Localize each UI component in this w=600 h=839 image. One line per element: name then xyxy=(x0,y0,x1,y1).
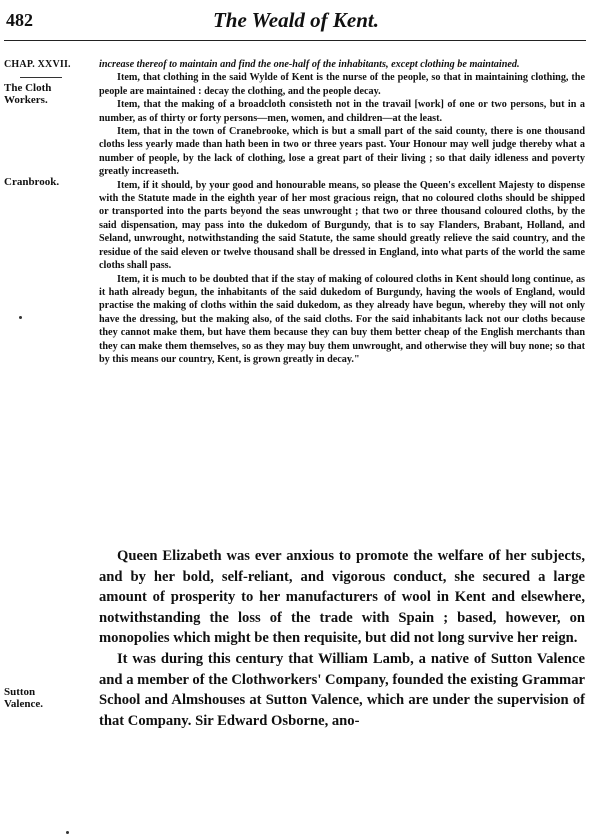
specks xyxy=(66,831,69,834)
quoted-paragraph: Item, that in the town of Cranebrooke, which is but a small part of the said county, there is one thousand cloths less yearly made than hath been in two or three years past. Your Honour may well judge thereby what a number of people, by the lack of clothing, lose a great part of their living ; so that daily idleness and poverty greatly increaseth. xyxy=(99,126,585,178)
body-paragraph: Queen Elizabeth was ever anxious to promote the welfare of her subjects, and by her bold, self-reliant, and vigorous conduct, she secured a large amount of prosperity to her manufacturers of wool in Kent and elsewhere, notwithstanding the loss of the trade with Spain ; based, however, on monopolies which might be then requisite, but did not long survive her reign. xyxy=(99,548,585,647)
specks xyxy=(19,316,22,319)
quoted-paragraph: Item, if it should, by your good and honourable means, so please the Queen's excellent Majesty to dispense with the Statute made in the eighth year of her most gracious reign, that no coloured cloths should be shipped or transported into the parts beyond the seas unwrought ; that two or three thousand coloured cloths, by the said dispensation, may pass into the dukedom of Burgundy, that is to say Flanders, Brabant, Holland, and Seland, unwrought, notwithstanding the said Statute, the same should greatly relieve the said country, and the residue of the said eleven or twelve thousand shall be dressed in England, into what parts of the world the same cloths shall pass. xyxy=(99,179,585,272)
quoted-paragraph: Item, that clothing in the said Wylde of Kent is the nurse of the people, so that in maintaining clothing, the people are maintained : decay the clothing, and the people decay. xyxy=(99,72,585,97)
header-rule xyxy=(4,40,586,41)
margin-note-cranbrook: Cranbrook. xyxy=(4,176,60,188)
quoted-paragraph: Item, that the making of a broadcloth consisteth not in the travail [work] of one or two persons, but in a number, as of thirty or forty persons—men, women, and children—at the least. xyxy=(99,99,585,124)
chapter-underline xyxy=(20,77,62,78)
body-paragraph: It was during this century that William Lamb, a native of Sutton Valence and a member of the Clothworkers' Company, founded the existing Grammar School and Almshouses at Sutton Valence, which are under the supervision of that Company. Sir Edward Osborne, ano- xyxy=(99,650,585,729)
quoted-petition xyxy=(99,58,585,366)
quoted-paragraph: increase thereof to maintain and find the one-half of the inhabitants, except clothing be maintained. xyxy=(99,59,520,70)
margin-note-chapter xyxy=(4,59,71,78)
margin-note-cloth-workers: The Cloth Workers. xyxy=(4,82,52,106)
margin-note-sutton-valence: Sutton Valence. xyxy=(4,686,44,710)
page-number: 482 xyxy=(6,10,33,30)
page-header xyxy=(4,6,588,34)
chapter-label: CHAP. XXVII. xyxy=(4,59,71,70)
quoted-paragraph: Item, it is much to be doubted that if the stay of making of coloured cloths in Kent should long continue, as it hath already begun, the inhabitants of the said dukedom of Burgundy, having the wools of England, would practise the making of cloths within the said dukedom, as they already have begun, whereby they will not only have the dressing, but the making also, of the said cloths. For the said inhabitants lack not our cloths because they cannot make them, but have them because they can buy them better cheap of the English merchants than they can make them themselves, so as they may buy them unwrought, and otherwise they will buy none; so that by this means our country, Kent, is grown greatly in decay." xyxy=(99,273,585,365)
main-text xyxy=(99,546,585,731)
running-title: The Weald of Kent. xyxy=(212,8,380,32)
